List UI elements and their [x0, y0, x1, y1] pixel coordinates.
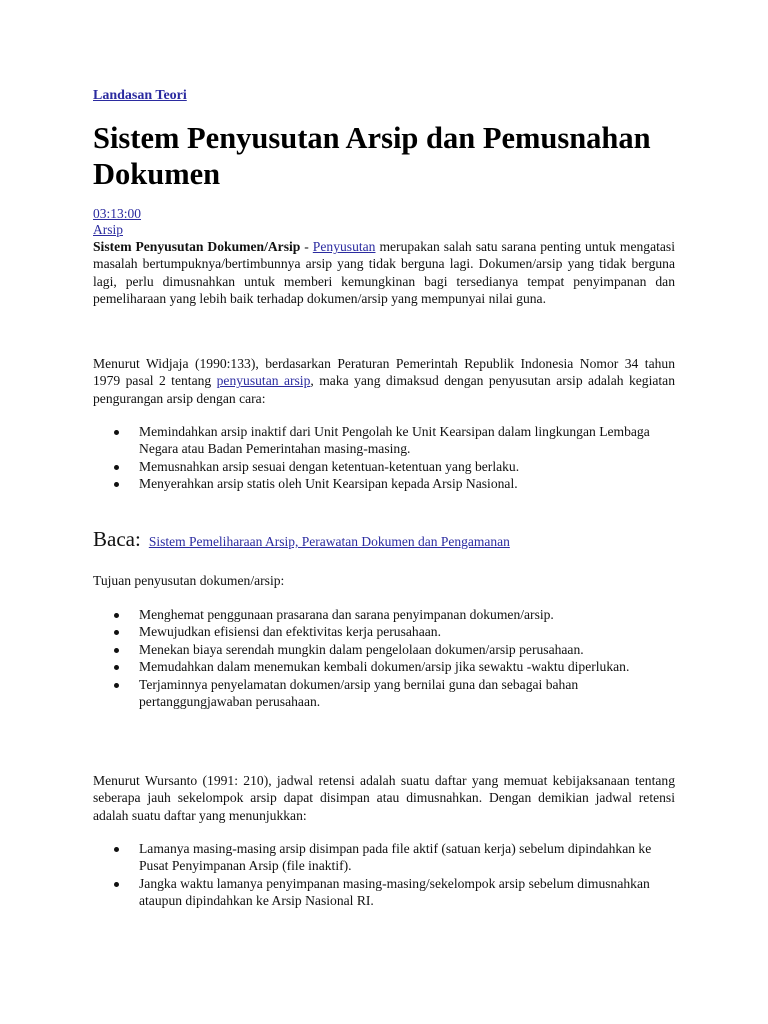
list-item [93, 623, 673, 640]
widjaja-paragraph [93, 355, 675, 407]
list-item-text: Terjaminnya penyelamatan dokumen/arsip yang bernilai guna dan sebagai bahan pertanggungjawaban perusahaan. [139, 676, 579, 710]
list-item [93, 658, 673, 675]
related-post [93, 527, 510, 552]
post-meta [93, 206, 141, 238]
widjaja-text-before: Menurut Widjaja (1990:133), berdasarkan Peraturan Pemerintah Republik Indonesia Nomor 34 tahun 1979 pasal 2 tentang [93, 356, 675, 389]
tujuan-heading: Tujuan penyusutan dokumen/arsip: [93, 573, 285, 588]
bullet-icon [114, 665, 119, 670]
intro-separator: - [300, 239, 313, 254]
list-item [93, 475, 673, 492]
list-item-text: Memindahkan arsip inaktif dari Unit Pengolah ke Unit Kearsipan dalam lingkungan Lembaga Negara atau Badan Pemerintahan masing-masing. [139, 424, 650, 457]
list-item [93, 840, 673, 875]
list-item-text: Memusnahkan arsip sesuai dengan ketentuan-ketentuan yang berlaku. [139, 458, 520, 474]
list-item-text: Mewujudkan efisiensi dan efektivitas kerja perusahaan. [139, 624, 441, 640]
related-post-link[interactable]: Sistem Pemeliharaan Arsip, Perawatan Dokumen dan Pengamanan [148, 534, 510, 549]
category-link[interactable]: Landasan Teori [93, 88, 187, 103]
list-item-text: Menyerahkan arsip statis oleh Unit Kearsipan kepada Arsip Nasional. [139, 476, 518, 492]
list-item-text: Jangka waktu lamanya penyimpanan masing-masing/sekelompok arsip sebelum dimusnahkan ataupun dipindahkan ke Arsip Nasional RI. [139, 875, 650, 909]
intro-text: merupakan salah satu sarana penting untuk mengatasi masalah bertumpuknya/bertimbunnya arsip yang tidak berguna lagi. Dokumen/arsip yang tidak berguna lagi, perlu dimusnahkan untuk memberi kemungkinan bagi tersedianya tempat penyimpanan dan pemeliharaan yang lebih baik terhadap dokumen/arsip yang mempunyai nilai guna. [93, 239, 676, 307]
bullet-icon [114, 430, 119, 435]
list-item-text: Lamanya masing-masing arsip disimpan pada file aktif (satuan kerja) sebelum dipindahkan ke Pusat Penyimpanan Arsip (file inaktif). [139, 841, 652, 874]
bullet-icon [114, 882, 119, 887]
list-item [93, 423, 673, 458]
list-item [93, 641, 673, 658]
post-time-link[interactable]: 03:13:00 [93, 206, 142, 221]
baca-label: Baca: [93, 527, 141, 551]
bullet-icon [114, 613, 119, 618]
tujuan-list [93, 606, 673, 710]
list-item [93, 875, 673, 910]
list-item-text: Memudahkan dalam menemukan kembali dokumen/arsip jika sewaktu -waktu diperlukan. [139, 659, 630, 675]
list-item [93, 458, 673, 475]
cara-list [93, 423, 673, 493]
widjaja-text-after: , maka yang dimaksud dengan penyusutan arsip adalah kegiatan pengurangan arsip dengan cara: [93, 373, 675, 406]
intro-paragraph [93, 238, 675, 308]
bullet-icon [114, 630, 119, 635]
bullet-icon [114, 648, 119, 653]
penyusutan-link[interactable]: Penyusutan [312, 239, 376, 254]
wursanto-paragraph: Menurut Wursanto (1991: 210), jadwal retensi adalah suatu daftar yang memuat kebijaksanaan tentang seberapa jauh sekelompok arsip dapat disimpan atau dimusnahkan. Dengan demikian jadwal retensi adalah suatu daftar yang menunjukkan: [93, 773, 675, 823]
label-link[interactable]: Arsip [93, 222, 123, 237]
bullet-icon [114, 482, 119, 487]
bullet-icon [114, 683, 119, 688]
intro-bold-lead: Sistem Penyusutan Dokumen/Arsip [93, 239, 301, 254]
retensi-list [93, 840, 673, 910]
bullet-icon [114, 465, 119, 470]
bullet-icon [114, 847, 119, 852]
list-item-text: Menghemat penggunaan prasarana dan sarana penyimpanan dokumen/arsip. [139, 607, 554, 622]
penyusutan-arsip-link[interactable]: penyusutan arsip [216, 373, 311, 389]
list-item [93, 606, 673, 623]
list-item [93, 676, 673, 711]
list-item-text: Menekan biaya serendah mungkin dalam pengelolaan dokumen/arsip perusahaan. [139, 641, 584, 657]
page-title: Sistem Penyusutan Arsip dan Pemusnahan Dokumen [93, 121, 651, 191]
